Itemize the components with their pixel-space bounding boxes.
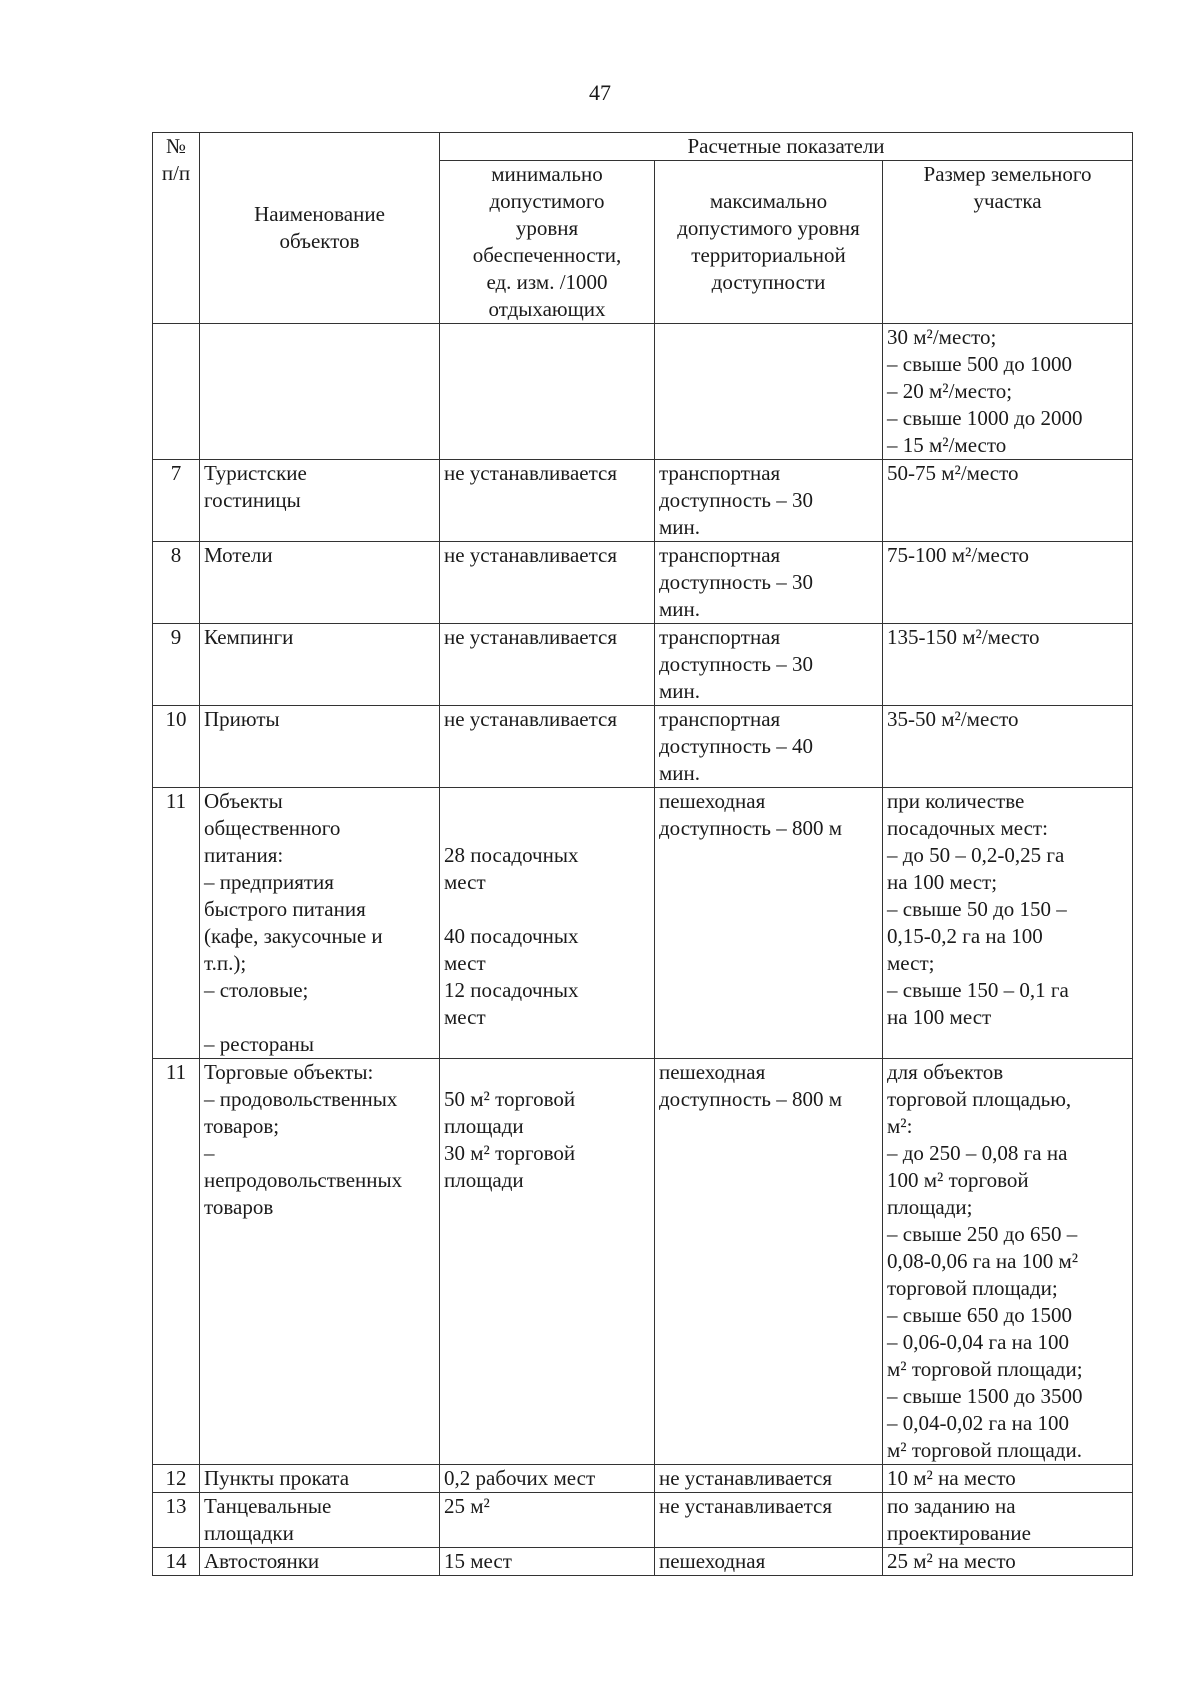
header-row-1 [153, 133, 1133, 161]
cell-max [655, 324, 883, 460]
cell-min: не устанавливается [440, 542, 655, 624]
cell-size: по заданию на проектирование [883, 1493, 1133, 1548]
cell-size: 30 м²/место; – свыше 500 до 1000 – 20 м²/место; – свыше 1000 до 2000 – 15 м²/место [883, 324, 1133, 460]
cell-num: 10 [153, 706, 200, 788]
cell-min: не устанавливается [440, 460, 655, 542]
table-row [153, 788, 1133, 1059]
table-row [153, 1548, 1133, 1576]
cell-num: 11 [153, 788, 200, 1059]
cell-max: пешеходная доступность – 800 м [655, 1059, 883, 1465]
cell-max: транспортная доступность – 40 мин. [655, 706, 883, 788]
cell-name: Автостоянки [200, 1548, 440, 1576]
header-min-level: минимально допустимого уровня обеспеченности, ед. изм. /1000 отдыхающих [440, 161, 655, 324]
cell-num: 13 [153, 1493, 200, 1548]
header-name: Наименование объектов [200, 133, 440, 324]
cell-num: 14 [153, 1548, 200, 1576]
cell-name [200, 324, 440, 460]
cell-num: 7 [153, 460, 200, 542]
cell-num: 9 [153, 624, 200, 706]
cell-size: 75-100 м²/место [883, 542, 1133, 624]
cell-name: Туристские гостиницы [200, 460, 440, 542]
cell-size: 35-50 м²/место [883, 706, 1133, 788]
cell-name: Приюты [200, 706, 440, 788]
header-num: № п/п [153, 133, 200, 324]
cell-name: Объекты общественного питания: – предприятия быстрого питания (кафе, закусочные и т.п.); – столовые; – рестораны [200, 788, 440, 1059]
cell-min [440, 324, 655, 460]
cell-min: 15 мест [440, 1548, 655, 1576]
cell-num [153, 324, 200, 460]
cell-max: пешеходная [655, 1548, 883, 1576]
cell-max: транспортная доступность – 30 мин. [655, 542, 883, 624]
table-row [153, 460, 1133, 542]
table-row [153, 1493, 1133, 1548]
table-row [153, 1465, 1133, 1493]
cell-min: 25 м² [440, 1493, 655, 1548]
table-row [153, 1059, 1133, 1465]
table-row [153, 624, 1133, 706]
cell-max: не устанавливается [655, 1465, 883, 1493]
cell-name: Кемпинги [200, 624, 440, 706]
header-max-level: максимально допустимого уровня территориальной доступности [655, 161, 883, 324]
page-number: 47 [589, 80, 611, 105]
cell-min: 0,2 рабочих мест [440, 1465, 655, 1493]
cell-size: 50-75 м²/место [883, 460, 1133, 542]
cell-max: транспортная доступность – 30 мин. [655, 624, 883, 706]
cell-size: при количестве посадочных мест: – до 50 – 0,2-0,25 га на 100 мест; – свыше 50 до 150 – 0,15-0,2 га на 100 мест; – свыше 150 – 0,1 га на 100 мест [883, 788, 1133, 1059]
cell-name: Танцевальные площадки [200, 1493, 440, 1548]
cell-size: 25 м² на место [883, 1548, 1133, 1576]
cell-name: Мотели [200, 542, 440, 624]
cell-max: пешеходная доступность – 800 м [655, 788, 883, 1059]
cell-num: 8 [153, 542, 200, 624]
cell-num: 11 [153, 1059, 200, 1465]
cell-max: транспортная доступность – 30 мин. [655, 460, 883, 542]
cell-min: не устанавливается [440, 624, 655, 706]
table-row [153, 324, 1133, 460]
cell-min: 50 м² торговой площади 30 м² торговой площади [440, 1059, 655, 1465]
header-group: Расчетные показатели [440, 133, 1133, 161]
cell-name: Пункты проката [200, 1465, 440, 1493]
cell-num: 12 [153, 1465, 200, 1493]
table-body [153, 324, 1133, 1576]
cell-min: не устанавливается [440, 706, 655, 788]
cell-name: Торговые объекты: – продовольственных товаров; – непродовольственных товаров [200, 1059, 440, 1465]
norms-table [152, 132, 1133, 1576]
cell-size: для объектов торговой площадью, м²: – до 250 – 0,08 га на 100 м² торговой площади; – свыше 250 до 650 – 0,08-0,06 га на 100 м² торговой площади; – свыше 650 до 1500 – 0,06-0,04 га на 100 м² торговой площади; – свыше 1500 до 3500 – 0,04-0,02 га на 100 м² торговой площади. [883, 1059, 1133, 1465]
table-row [153, 542, 1133, 624]
cell-min: 28 посадочных мест 40 посадочных мест 12 посадочных мест [440, 788, 655, 1059]
cell-max: не устанавливается [655, 1493, 883, 1548]
cell-size: 135-150 м²/место [883, 624, 1133, 706]
header-land-size: Размер земельного участка [883, 161, 1133, 324]
cell-size: 10 м² на место [883, 1465, 1133, 1493]
table-row [153, 706, 1133, 788]
